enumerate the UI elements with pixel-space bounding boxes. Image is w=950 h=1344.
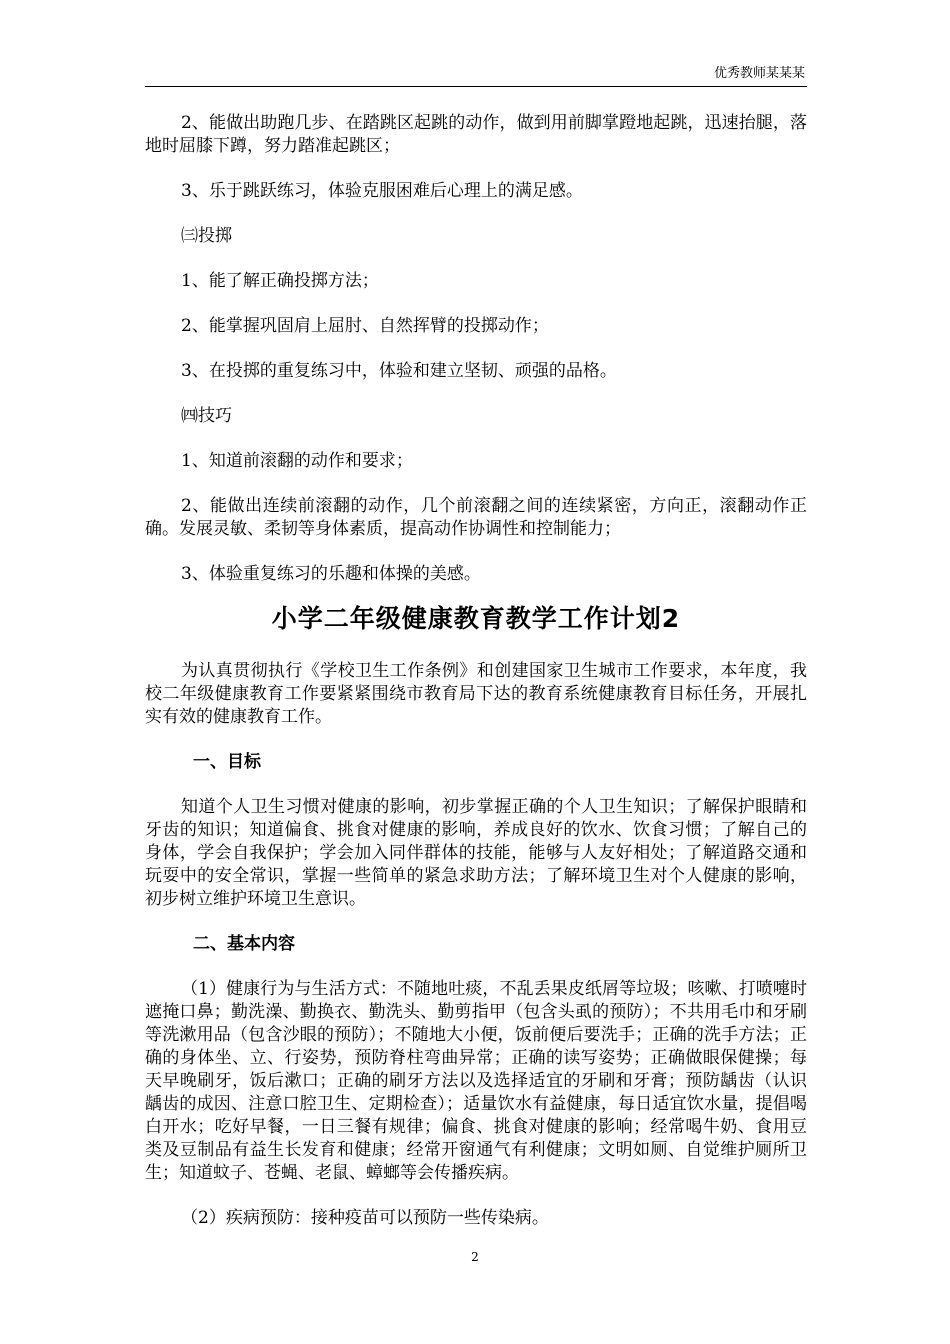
- paragraph: 2、能做出连续前滚翻的动作，几个前滚翻之间的连续紧密，方向正，滚翻动作正确。发展灵敏、柔韧等身体素质，提高动作协调性和控制能力；: [145, 496, 807, 539]
- header-author: 优秀教师某某某: [713, 66, 805, 81]
- intro-paragraph: 为认真贯彻执行《学校卫生工作条例》和创建国家卫生城市工作要求，本年度，我校二年级健康教育工作要紧紧围绕市教育局下达的教育系统健康教育目标任务，开展扎实有效的健康教育工作。: [145, 661, 807, 727]
- paragraph: 3、乐于跳跃练习，体验克服困难后心理上的满足感。: [181, 181, 583, 201]
- content-paragraph: （2）疾病预防：接种疫苗可以预防一些传染病。: [181, 1208, 549, 1228]
- goal-paragraph: 知道个人卫生习惯对健康的影响，初步掌握正确的个人卫生知识；了解保护眼睛和牙齿的知识；知道偏食、挑食对健康的影响，养成良好的饮水、饮食习惯；了解自己的身体，学会自我保护；学会加入同伴群体的技能，能够与人友好相处；了解道路交通和玩耍中的安全常识，掌握一些简单的紧急求助方法；了解环境卫生对个人健康的影响，初步树立维护环境卫生意识。: [145, 797, 807, 909]
- paragraph: 3、体验重复练习的乐趣和体操的美感。: [181, 564, 481, 584]
- content-paragraph: （1）健康行为与生活方式：不随地吐痰，不乱丢果皮纸屑等垃圾；咳嗽、打喷嚏时遮掩口鼻；勤洗澡、勤换衣、勤洗头、勤剪指甲（包含头虱的预防）；不共用毛巾和牙刷等洗漱用品（包含沙眼的预防）；不随地大小便，饭前便后要洗手；正确的洗手方法；正确的身体坐、立、行姿势，预防脊柱弯曲异常；正确的读写姿势；正确做眼保健操；每天早晚刷牙，饭后漱口；正确的刷牙方法以及选择适宜的牙刷和牙膏；预防龋齿（认识龋齿的成因、注意口腔卫生、定期检查）；适量饮水有益健康，每日适宜饮水量，提倡喝白开水；吃好早餐，一日三餐有规律；偏食、挑食对健康的影响；经常喝牛奶、食用豆类及豆制品有益生长发育和健康；经常开窗通气有利健康；文明如厕、自觉维护厕所卫生；知道蚊子、苍蝇、老鼠、蟑螂等会传播疾病。: [145, 979, 807, 1183]
- section-title: 小学二年级健康教育教学工作计划2: [271, 604, 681, 633]
- header-rule: [145, 86, 807, 87]
- paragraph: 2、能掌握巩固肩上屈肘、自然挥臂的投掷动作；: [181, 316, 549, 336]
- content-heading: 二、基本内容: [193, 934, 295, 954]
- paragraph: 1、能了解正确投掷方法；: [181, 271, 379, 291]
- document-body: [145, 112, 807, 1230]
- paragraph: 2、能做出助跑几步、在踏跳区起跳的动作，做到用前脚掌蹬地起跳，迅速抬腿，落地时屈膝下蹲，努力踏准起跳区；: [145, 113, 807, 156]
- paragraph: ㈣技巧: [181, 406, 232, 426]
- paragraph: ㈢投掷: [181, 226, 232, 246]
- paragraph: 1、知道前滚翻的动作和要求；: [181, 451, 413, 471]
- paragraph: 3、在投掷的重复练习中，体验和建立坚韧、顽强的品格。: [181, 361, 617, 381]
- goal-heading: 一、目标: [193, 752, 261, 772]
- page-number: 2: [471, 1250, 479, 1264]
